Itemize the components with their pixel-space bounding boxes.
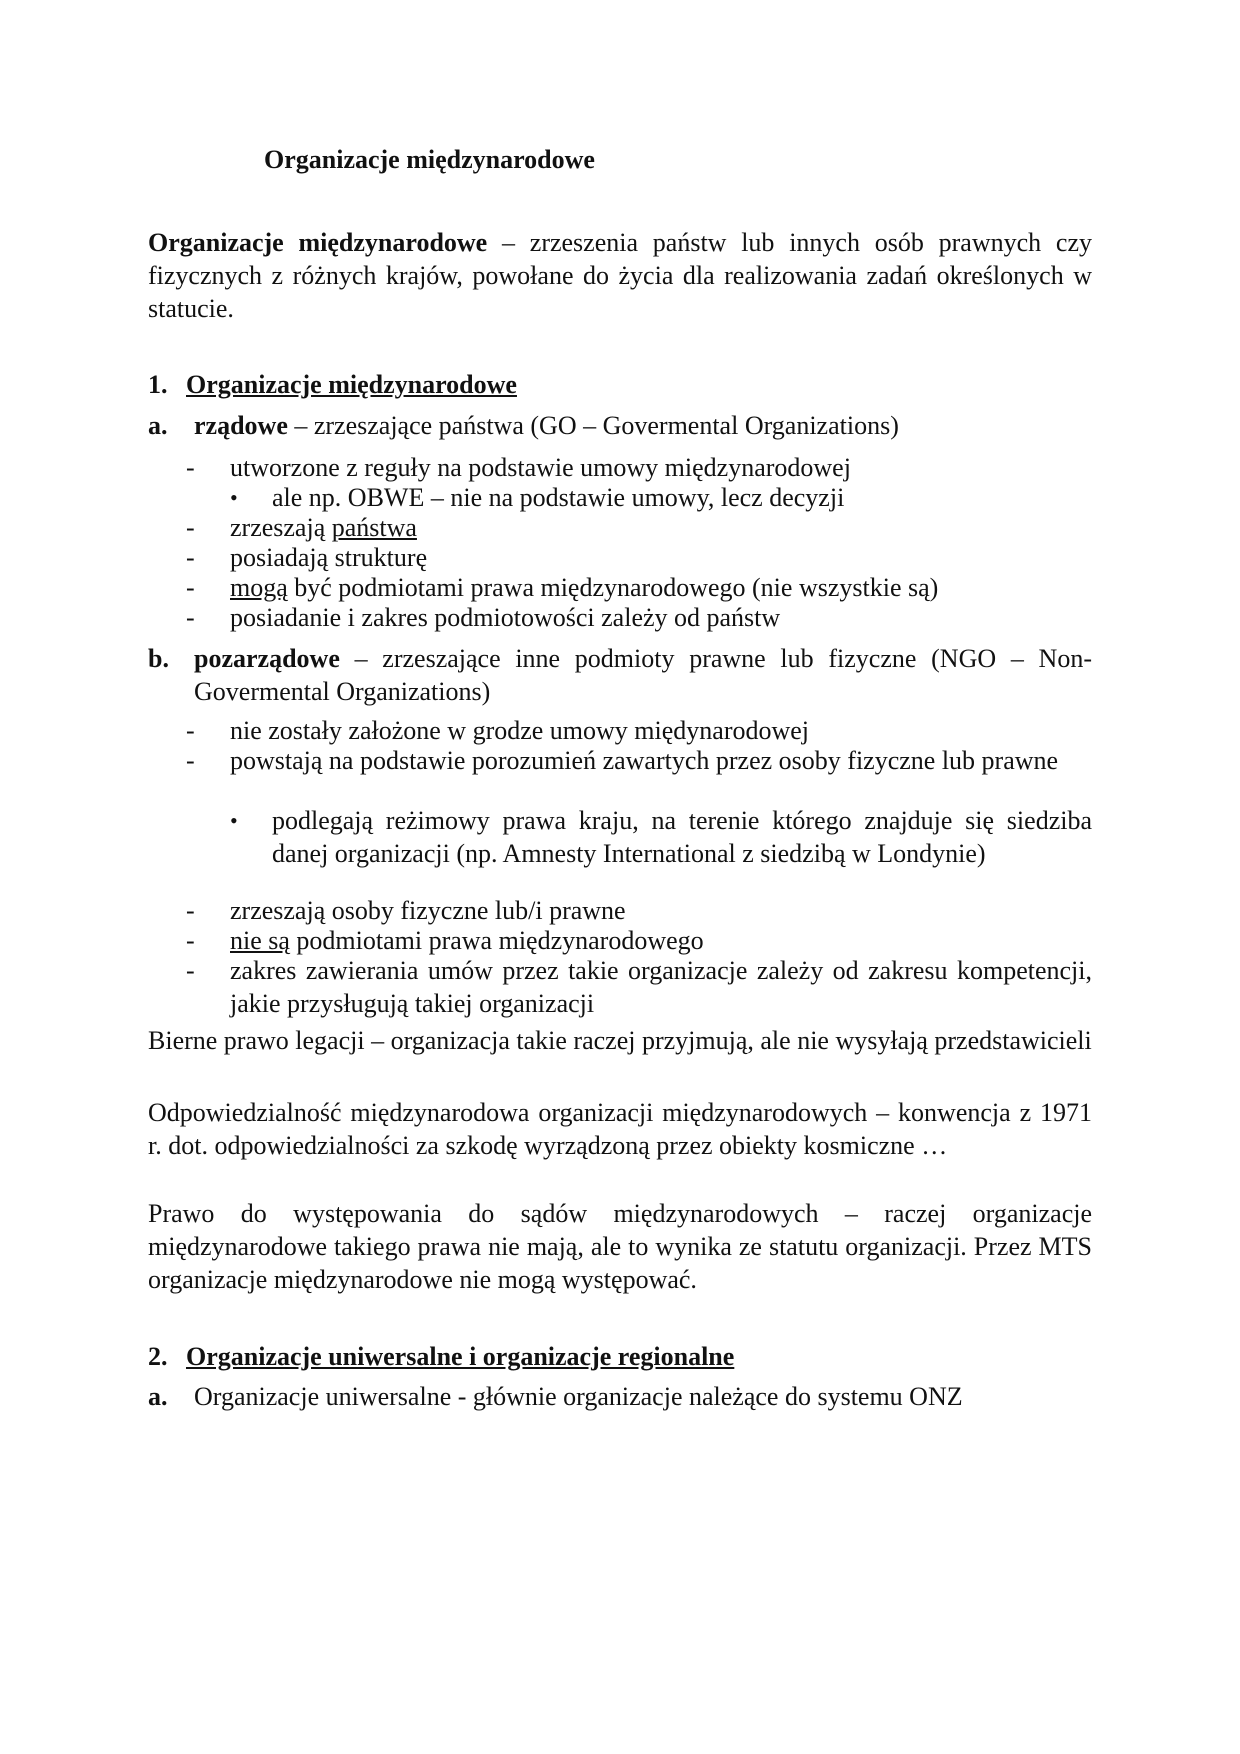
list-item-text: powstają na podstawie porozumień zawartych przez osoby fizyczne lub prawne xyxy=(230,746,1059,775)
list-item-text: posiadanie i zakres podmiotowości zależy od państw xyxy=(230,603,781,632)
definition-paragraph xyxy=(148,226,1092,325)
definition-text: – zrzeszenia państw lub innych osób prawnych czy fizycznych z różnych krajów, powołane do życia dla realizowania zadań określonych w statucie. xyxy=(148,228,1092,323)
list-item-text: utworzone z reguły na podstawie umowy międzynarodowej xyxy=(230,453,851,482)
dash-marker: - xyxy=(186,716,195,745)
list-item-text: zakres zawierania umów przez takie organizacje zależy od zakresu kompetencji, jakie przysługują takiej organizacji xyxy=(230,956,1092,1018)
dash-marker: - xyxy=(186,956,195,985)
list-item-text xyxy=(230,571,1092,604)
definition-term: Organizacje międzynarodowe xyxy=(148,228,488,257)
list-item-text xyxy=(230,924,1092,957)
dash-marker: - xyxy=(186,926,195,955)
list-item-text: podlegają reżimowy prawa kraju, na terenie którego znajduje się siedziba danej organizacji (np. Amnesty International z siedzibą w Londynie) xyxy=(272,806,1092,868)
paragraph-legation: Bierne prawo legacji – organizacja takie raczej przyjmują, ale nie wysyłają przedstawicieli xyxy=(148,1026,1092,1055)
list-item-text-part: być podmiotami prawa międzynarodowego (nie wszystkie są) xyxy=(287,573,939,602)
section-2-title: Organizacje uniwersalne i organizacje regionalne xyxy=(186,1342,735,1371)
section-2-number: 2. xyxy=(148,1342,168,1371)
subsection-1a-label: a. xyxy=(148,411,168,440)
subsection-1b-term: pozarządowe xyxy=(194,644,340,673)
dash-marker: - xyxy=(186,603,195,632)
list-item-underlined: mogą xyxy=(230,573,288,602)
subsection-1a-term: rządowe xyxy=(194,411,288,440)
dash-marker: - xyxy=(186,543,195,572)
subsection-2a-label: a. xyxy=(148,1382,168,1411)
list-item-text xyxy=(230,511,1092,544)
dash-marker: - xyxy=(186,573,195,602)
bullet-marker: • xyxy=(230,808,238,833)
subsection-1b-text: – zrzeszające inne podmioty prawne lub fizyczne (NGO – Non-Govermental Organizations) xyxy=(194,644,1092,706)
list-item-text-part: zrzeszają xyxy=(230,513,332,542)
subsection-1a-text: – zrzeszające państwa (GO – Govermental Organizations) xyxy=(287,411,899,440)
dash-marker: - xyxy=(186,746,195,775)
section-1-number: 1. xyxy=(148,370,168,399)
section-1-title: Organizacje międzynarodowe xyxy=(186,370,517,399)
dash-marker: - xyxy=(186,896,195,925)
dash-marker: - xyxy=(186,513,195,542)
list-item-underlined: państwa xyxy=(331,513,417,542)
paragraph-courts: Prawo do występowania do sądów międzynarodowych – raczej organizacje międzynarodowe takiego prawa nie mają, ale to wynika ze statutu organizacji. Przez MTS organizacje międzynarodowe nie mogą występować. xyxy=(148,1199,1092,1294)
bullet-marker: • xyxy=(230,485,238,510)
paragraph-responsibility: Odpowiedzialność międzynarodowa organizacji międzynarodowych – konwencja z 1971 r. dot. odpowiedzialności za szkodę wyrządzoną przez obiekty kosmiczne … xyxy=(148,1098,1092,1160)
list-item-text-part: podmiotami prawa międzynarodowego xyxy=(289,926,704,955)
subsection-2a-text: Organizacje uniwersalne - głównie organizacje należące do systemu ONZ xyxy=(194,1382,963,1411)
list-item-text: nie zostały założone w grodze umowy międynarodowej xyxy=(230,716,810,745)
subsection-1b-label: b. xyxy=(148,644,169,673)
page-title: Organizacje międzynarodowe xyxy=(264,145,595,174)
list-item-text: zrzeszają osoby fizyczne lub/i prawne xyxy=(230,896,626,925)
list-item-underlined: nie są xyxy=(230,926,290,955)
list-item-text: posiadają strukturę xyxy=(230,543,428,572)
list-item-text: ale np. OBWE – nie na podstawie umowy, lecz decyzji xyxy=(272,483,845,512)
dash-marker: - xyxy=(186,453,195,482)
